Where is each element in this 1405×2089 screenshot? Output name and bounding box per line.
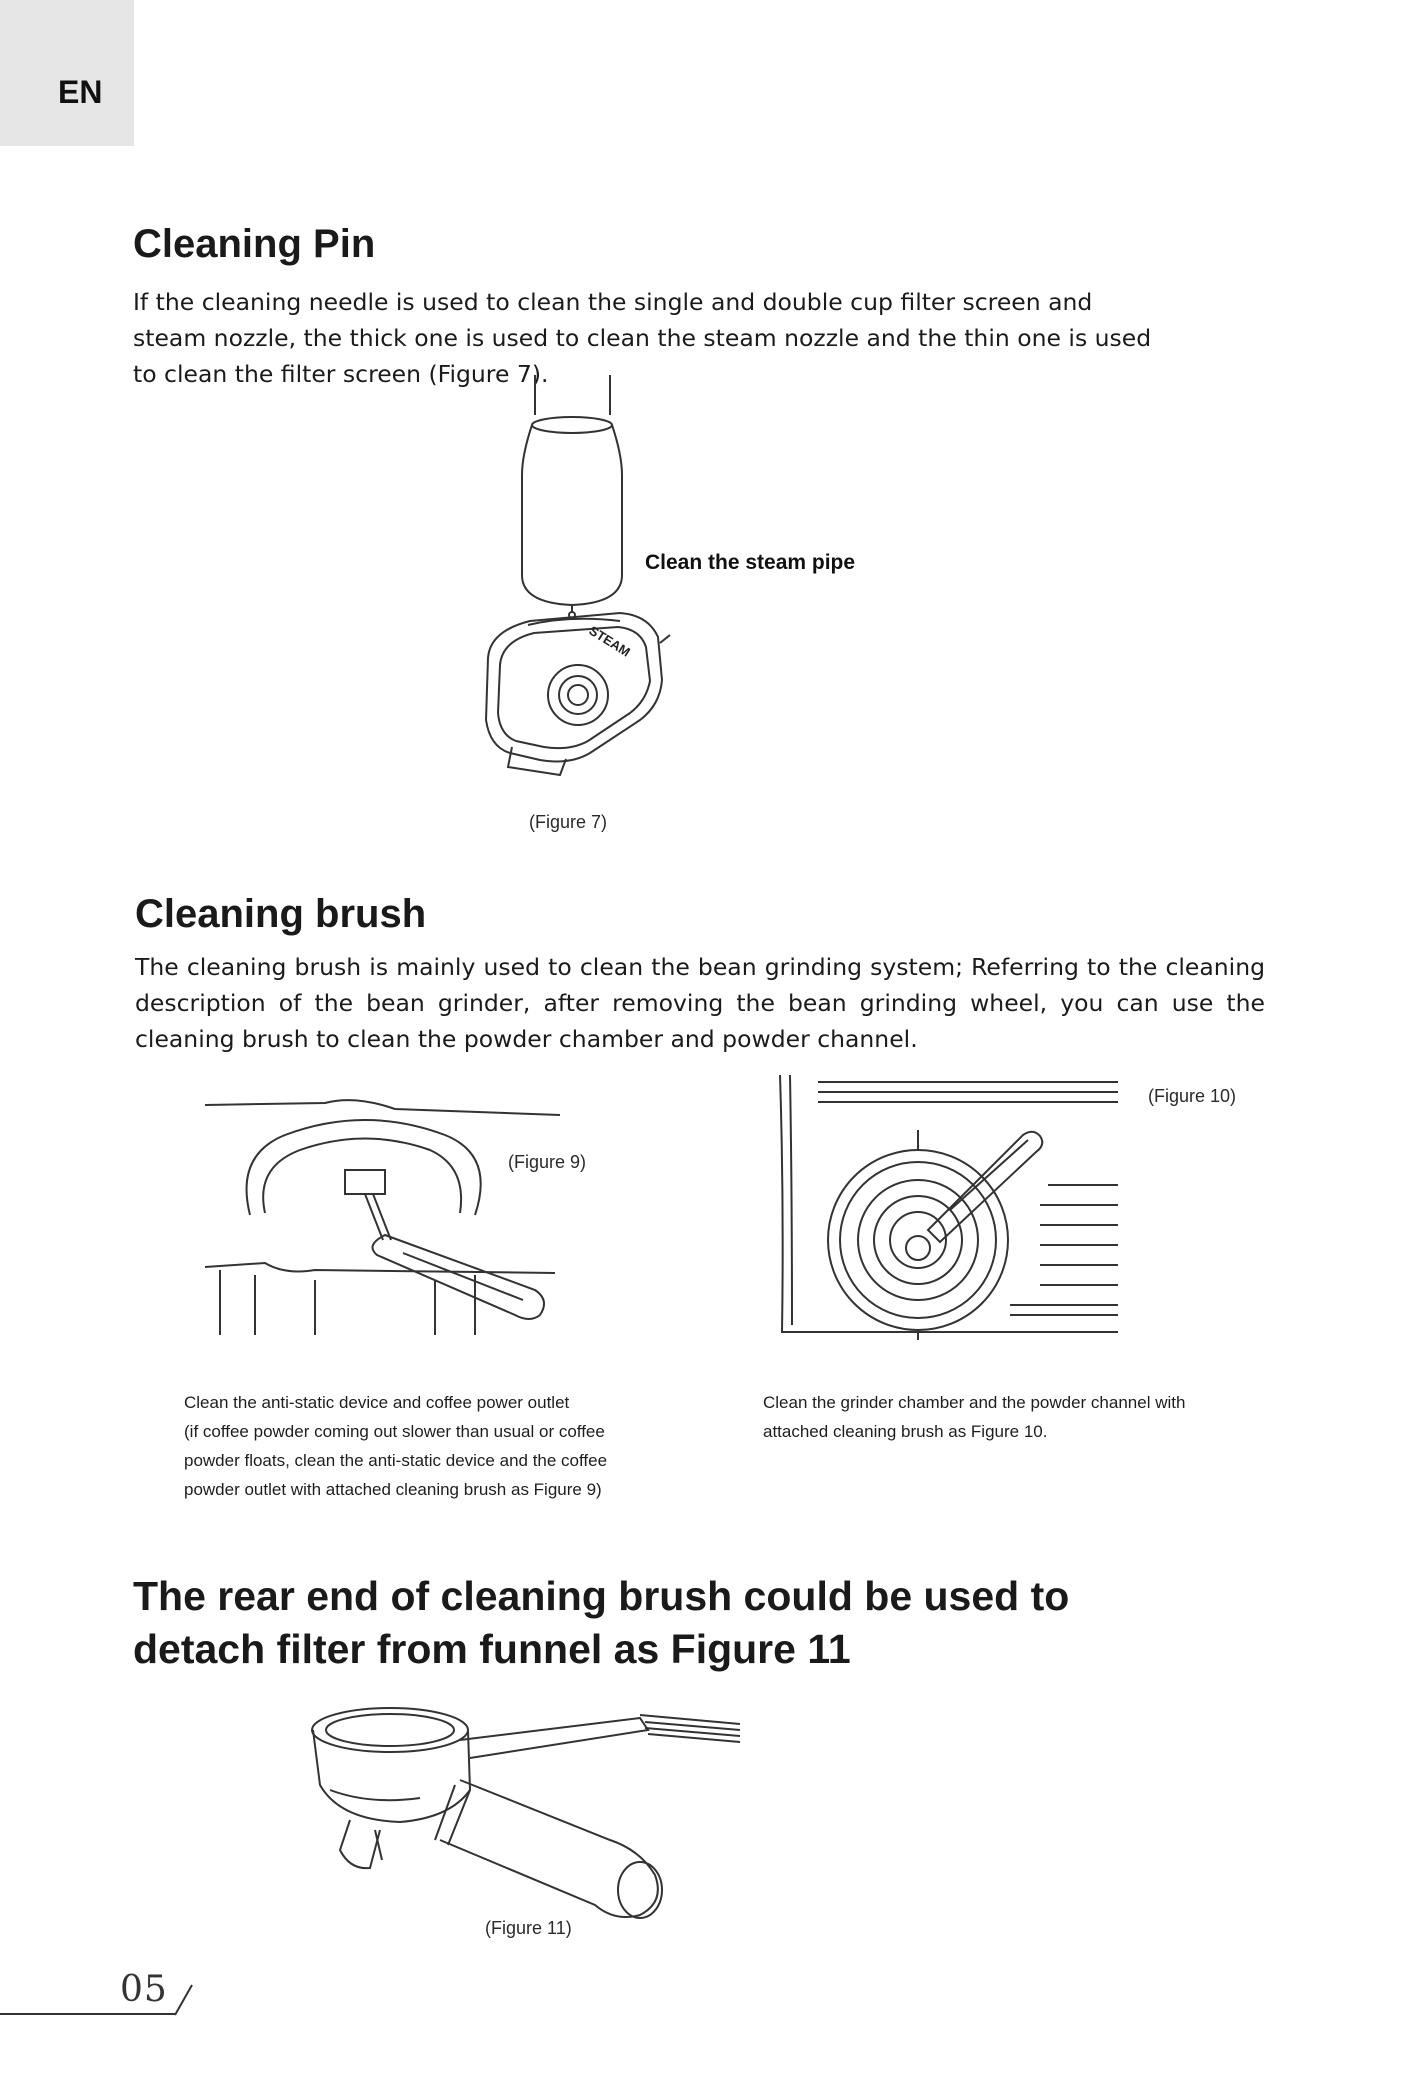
figure-9-line: powder outlet with attached cleaning brush as Figure 9): [184, 1480, 602, 1499]
figure-11-caption: (Figure 11): [485, 1918, 572, 1938]
language-label: EN: [58, 74, 103, 110]
cleaning-brush-heading: Cleaning brush: [135, 892, 427, 936]
figure-7-label: Clean the steam pipe: [645, 551, 856, 574]
rear-end-heading-line2: detach filter from funnel as Figure 11: [133, 1626, 851, 1672]
cleaning-pin-heading: Cleaning Pin: [133, 222, 376, 266]
figure-10-line: attached cleaning brush as Figure 10.: [763, 1422, 1048, 1441]
figure-9-illustration: [205, 1095, 565, 1345]
cleaning-pin-text: If the cleaning needle is used to clean the single and double cup filter screen and steam nozzle, the thick one is used to clean the steam nozzle and the thin one is used to clean the filter screen (Figure 7).: [133, 288, 1152, 388]
cleaning-brush-text: The cleaning brush is mainly used to clean the bean grinding system; Referring to the cleaning description of the bean grinder, after removing the bean grinding wheel, you can use the cleaning brush to clean the powder chamber and powder channel.: [135, 953, 1265, 1053]
language-tab: [0, 0, 134, 146]
steam-nameplate: STEAM: [586, 622, 633, 660]
figure-11-illustration: [310, 1690, 750, 1930]
figure-7-illustration: [470, 375, 680, 795]
page-number-slash: [172, 1983, 194, 2017]
figure-9-line: powder floats, clean the anti-static device and the coffee: [184, 1451, 608, 1470]
figure-7-caption: (Figure 7): [529, 812, 608, 832]
figure-9-caption: (Figure 9): [508, 1152, 587, 1172]
figure-9-description: [184, 1388, 724, 1504]
figure-10-description: [763, 1388, 1323, 1446]
rear-end-heading: [133, 1570, 1133, 1676]
figure-10-line: Clean the grinder chamber and the powder channel with: [763, 1393, 1186, 1412]
figure-9-line: (if coffee powder coming out slower than usual or coffee: [184, 1422, 605, 1441]
figure-10-caption: (Figure 10): [1148, 1086, 1237, 1106]
figure-10-illustration: [778, 1070, 1123, 1340]
page-number: 05: [120, 1969, 168, 2010]
footer-divider: [0, 2013, 175, 2015]
figure-9-line: Clean the anti-static device and coffee power outlet: [184, 1393, 570, 1412]
rear-end-heading-line1: The rear end of cleaning brush could be used to: [133, 1573, 1070, 1619]
